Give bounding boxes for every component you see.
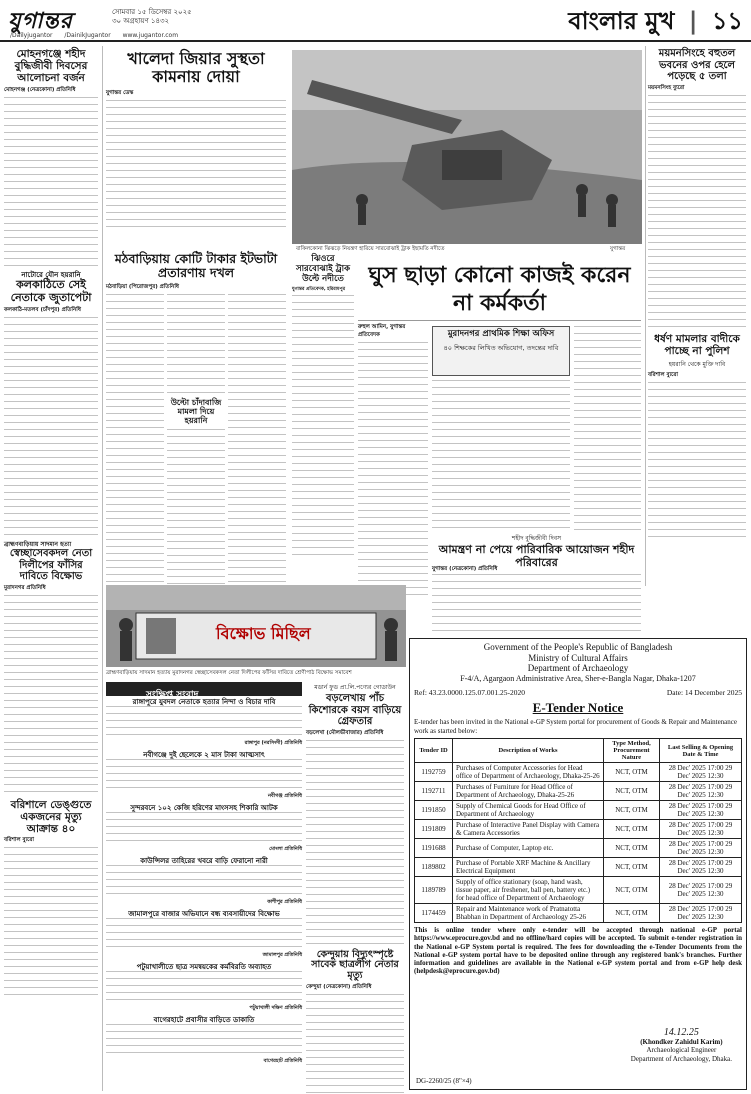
brief-byline: জামালপুর প্রতিনিধি [262, 952, 302, 959]
photo-caption: বাকিলকোনা ঝিঝড়ে নিয়ন্ত্রণ হারিয়ে সারবোঝাই ট্রাক ইছামতি নদীতে [296, 246, 445, 252]
box-subtitle: ৪০ শিক্ষকের লিখিত অভিযোগ, তদন্তের দাবি [443, 343, 559, 352]
brief-headline[interactable]: কাউন্সিলর তাহিরের খবরে বাড়ি ফেরানো নারী [140, 857, 268, 866]
brief-byline: মোংলা প্রতিনিধি [269, 846, 302, 853]
brief-body [106, 759, 302, 793]
brief-body [106, 1024, 302, 1058]
facebook-handle[interactable]: /Dailyjugantor [10, 32, 53, 39]
main-story [106, 50, 286, 228]
story-headline[interactable]: বরিশালে ডেঙ্গুতে একজনের মৃত্যু আক্রান্ত ৪০ [10, 798, 92, 836]
story-body [306, 994, 404, 1094]
website-link[interactable]: www.jugantor.com [122, 32, 179, 39]
table-cell-id: 1192711 [415, 782, 453, 801]
table-header-cell: Type Method, Procurement Nature [604, 739, 660, 763]
table-cell-type: NCT, OTM [604, 801, 660, 820]
story-headline[interactable]: মঠবাড়িয়ায় কোটি টাকার ইটভাটা প্রতারণায় দখল [114, 251, 278, 281]
notice-date: Date: 14 December 2025 [666, 688, 742, 697]
brief-byline: রাঙ্গাপুর (নরসিংদী) প্রতিনিধি [244, 740, 302, 747]
brief-item [106, 751, 302, 801]
story-kicker: শহীদ বুদ্ধিজীবী দিবস [511, 535, 562, 542]
brief-headline[interactable]: সুন্দরবনে ১০২ কেজি হরিণের মাংসসহ শিকারি আটক [130, 804, 278, 813]
table-cell-dates: 28 Dec' 2025 17:00 29 Dec' 2025 12:30 [660, 801, 742, 820]
table-cell-type: NCT, OTM [604, 782, 660, 801]
highlight-box [432, 326, 570, 376]
brief-body [106, 812, 302, 846]
story-truck [292, 255, 354, 555]
story-body [4, 847, 98, 997]
dg-number: DG-2260/25 (8"×4) [416, 1077, 472, 1085]
signature-date: 14.12.25 [663, 1027, 699, 1038]
brief-item [106, 963, 302, 1013]
table-cell-desc: Purchases of Computer Accessories for Head office of Department of Archaeology, Dhaka-25-26 [453, 763, 604, 782]
news-photo-truck-in-river[interactable] [292, 50, 642, 244]
story-body [292, 295, 354, 555]
story-body [106, 100, 286, 228]
table-cell-desc: Supply of Chemical Goods for Head Office of Department of Archaeology [453, 801, 604, 820]
table-cell-desc: Purchase of Computer, Laptop etc. [453, 839, 604, 858]
notice-intro: E-tender has been invited in the National e-GP System portal for procurement of Goods & Repair and Maintenance work as started below: [414, 718, 738, 735]
brief-headline[interactable]: পটুয়াখালীতে ছাত্র সমন্বয়কের কর্মবিরতি অব্যাহত [136, 963, 272, 972]
table-cell-desc: Purchase of Portable XRF Machine & Ancillary Electrical Equipment [453, 858, 604, 877]
table-row [415, 820, 742, 839]
brief-byline: নবীগঞ্জ প্রতিনিধি [267, 793, 302, 800]
dept-line: Department of Archaeology [527, 663, 629, 673]
story-headline[interactable]: কলকাঠিতে সেই নেতাকে জুতাপেটা [10, 278, 92, 304]
story-body [432, 380, 570, 530]
story-body [432, 574, 641, 632]
brief-headline[interactable]: জামালপুরে বাজার অভিযানে বন্ধ ব্যবসায়ীদের বিক্ষোভ [128, 910, 280, 919]
table-cell-dates: 28 Dec' 2025 17:00 29 Dec' 2025 12:30 [660, 782, 742, 801]
photo-caption: ব্রাহ্মণবাড়িয়ায় সাদমান হত্যায় মুরাদনগর স্বেচ্ছাসেবকদল নেতা দিলীপের ফাঁসির দাবিতে শ্রেণীপাঠ বিক্ষোভ সমাবেশ [106, 670, 352, 676]
story-byline: বরিশাল ব্যুরো [648, 371, 679, 378]
signer-name: (Khondker Zahidul Karim) [640, 1037, 723, 1046]
table-cell-id: 1191809 [415, 820, 453, 839]
brief-item [106, 804, 302, 854]
table-cell-id: 1191688 [415, 839, 453, 858]
table-cell-type: NCT, OTM [604, 820, 660, 839]
social-links [10, 32, 188, 39]
table-cell-desc: Purchases of Furniture for Head Office of Department of Archaeology, Dhaka-25-26 [453, 782, 604, 801]
story-body [648, 95, 746, 327]
box-title: মুরাদনগর প্রাথমিক শিক্ষা অফিস [447, 329, 555, 339]
story-headline[interactable]: মোহনগঞ্জে শহীদ বুদ্ধিজীবী দিবসের আলোচনা বর্জন [14, 48, 88, 85]
lead-story-col1 [358, 324, 428, 600]
story-body [306, 740, 404, 946]
banner-text: বিক্ষোভ মিছিল [216, 624, 311, 643]
story-kicker: হয়রানি থেকে মুক্তি দাবি [668, 360, 726, 368]
story-headline[interactable]: ঝিওরে সারবোঝাই ট্রাক উল্টে নদীতে [295, 254, 351, 284]
brief-item [106, 857, 302, 907]
story-body [106, 294, 164, 594]
story-body [574, 326, 641, 530]
ministry-line: Ministry of Cultural Affairs [528, 652, 628, 663]
brief-body [106, 706, 302, 740]
brief-byline: বাগেরহাট প্রতিনিধি [263, 1058, 302, 1065]
table-header-cell: Tender ID [415, 739, 453, 763]
table-cell-id: 1192759 [415, 763, 453, 782]
column-rule [645, 46, 646, 586]
story-body [358, 342, 428, 600]
newspaper-logo: যুগান্তর [8, 9, 73, 34]
notice-title: E-Tender Notice [532, 700, 624, 715]
dateline [112, 8, 192, 26]
section-name: বাংলার মুখ [568, 7, 675, 35]
news-photo-protest[interactable] [106, 585, 406, 667]
page-number: ১১ [711, 7, 743, 35]
inset-headline[interactable]: উল্টো চাঁদাবাজি মামলা দিয়ে হয়রানি [170, 397, 222, 426]
story-kicker: নাটোরে যৌন হয়রানি [21, 271, 81, 280]
lead-story [358, 262, 641, 317]
table-cell-dates: 28 Dec' 2025 17:00 29 Dec' 2025 12:30 [660, 820, 742, 839]
story-body [4, 595, 98, 795]
photo-credit: যুগান্তর [610, 246, 626, 252]
table-row [415, 801, 742, 820]
story-headline[interactable]: খালেদা জিয়ার সুস্থতা কামনায় দোয়া [127, 49, 265, 87]
brief-item [106, 698, 302, 748]
brief-byline: পটুয়াখালী দক্ষিণ প্রতিনিধি [249, 1005, 302, 1012]
briefs-title: সংক্ষিপ্ত সংবাদ [146, 690, 199, 700]
table-row [415, 904, 742, 923]
story-body [648, 382, 746, 542]
brief-headline[interactable]: রাঙ্গাপুরে যুবদল নেতাকে হত্যার নিন্দা ও বিচার দাবি [132, 698, 276, 706]
brief-byline: কাশীপুর প্রতিনিধি [267, 899, 302, 906]
section-header: বাংলার মুখ | ১১ [568, 7, 743, 35]
story-byline: যুগান্তর ডেস্ক [106, 89, 134, 96]
story-body [228, 294, 286, 594]
left-column [4, 48, 98, 997]
tender-table [414, 738, 742, 923]
sub-story [432, 533, 641, 569]
table-cell-id: 1191850 [415, 801, 453, 820]
twitter-handle[interactable]: /DainikJugantor [64, 32, 111, 39]
story-kicker: ব্রাহ্মণবাড়িয়ায় সাদমান হত্যা [4, 540, 72, 548]
table-row [415, 763, 742, 782]
story-headline[interactable]: ময়মনসিংহে বহুতল ভবনের ওপর হেলে পড়েছে ৫ তলা [658, 48, 736, 82]
story-body [167, 429, 225, 593]
story-byline: কেন্দুয়া (নেত্রকোনা) প্রতিনিধি [306, 984, 372, 991]
table-cell-dates: 28 Dec' 2025 17:00 29 Dec' 2025 12:30 [660, 839, 742, 858]
table-row [415, 858, 742, 877]
story-kicker: মডার্ন ফুড প্রা.লি.পণ্যের গোডাউন [314, 684, 396, 691]
story-byline: যুগান্তর (নেত্রকোনা) প্রতিনিধি [432, 566, 498, 572]
story-headline[interactable]: বড়লেখায় পাঁচ কিশোরকে বয়স বাড়িয়ে গ্রেফতার [308, 693, 402, 727]
brief-item [106, 910, 302, 960]
story-mathbaria [106, 252, 286, 594]
brief-headline[interactable]: নবীগঞ্জে দুই ছেলেকে ২ মাস টাকা আত্মসাৎ [143, 751, 265, 760]
gov-line: Government of the People's Republic of Bangladesh [483, 642, 673, 652]
story-byline: মুরাদনগর প্রতিনিধি [4, 584, 46, 591]
story-byline: বড়লেখা (মৌলভীবাজার) প্রতিনিধি [306, 729, 384, 736]
story-body [167, 294, 225, 394]
table-cell-dates: 28 Dec' 2025 17:00 29 Dec' 2025 12:30 [660, 763, 742, 782]
photo-illustration [292, 50, 642, 244]
story-body [4, 317, 98, 539]
story-byline: মঠবাড়িয়া (পিরোজপুর) প্রতিনিধি [106, 283, 179, 290]
story-headline[interactable]: আমন্ত্রণ না পেয়ে পারিবারিক আয়োজন শহীদ পরিবারের [438, 543, 635, 569]
table-cell-id: 1189802 [415, 858, 453, 877]
table-cell-dates: 28 Dec' 2025 17:00 29 Dec' 2025 12:30 [660, 904, 742, 923]
story-headline[interactable]: ঘুস ছাড়া কোনো কাজই করেন না কর্মকর্তা [368, 263, 631, 316]
table-cell-id: 1174459 [415, 904, 453, 923]
story-headline[interactable]: কেন্দুয়ায় বিদ্যুৎস্পৃষ্টে সাবেক ছাত্রলীগ নেতার মৃত্যু [311, 948, 399, 982]
brief-item [106, 1016, 302, 1066]
story-byline: মোহনগঞ্জ (নেত্রকোনা) প্রতিনিধি [4, 87, 76, 94]
story-byline: বরিশাল ব্যুরো [4, 837, 35, 844]
col4 [306, 682, 404, 1094]
story-headline[interactable]: ধর্ষণ মামলার বাদীকে পাচ্ছে না পুলিশ [654, 332, 740, 357]
brief-body [106, 918, 302, 952]
story-body [4, 97, 98, 267]
brief-body [106, 971, 302, 1005]
table-cell-desc: Purchase of Interactive Panel Display with Camera & Camera Accessories [453, 820, 604, 839]
notice-footer: This is online tender where only e-tender will be accepted through national e-GP portal https://www.eprocure.gov.bd and no offline/hard copies will be accepted. To submit e-tender registration in the National e-GP System portal is required. The fees for downloading the e-Tender Documents from the National e-GP system portal have to be deposited online through any registered bank's branches. Further information and guidelines are available in the National e-GP system portal and from e-GP help desk (helpdesk@eprocure.gov.bd) [414, 926, 742, 976]
table-header-cell: Last Selling & Opening Date & Time [660, 739, 742, 763]
table-row [415, 782, 742, 801]
story-byline: রুহুল আমিন, যুগান্তর প্রতিবেদক [358, 324, 406, 338]
brief-body [106, 865, 302, 899]
column-rule [102, 46, 103, 1091]
table-cell-id: 1189789 [415, 877, 453, 904]
table-cell-type: NCT, OTM [604, 839, 660, 858]
story-byline: ময়মনসিংহ ব্যুরো [648, 84, 685, 91]
right-column [648, 48, 746, 542]
masthead [0, 0, 751, 42]
briefs-header [106, 682, 302, 700]
table-cell-type: NCT, OTM [604, 858, 660, 877]
date-bangla: ৩০ অগ্রহায়ণ ১৪৩২ [112, 17, 170, 25]
table-row [415, 839, 742, 858]
table-cell-type: NCT, OTM [604, 904, 660, 923]
ref-number: Ref: 43.23.0000.125.07.001.25-2020 [414, 688, 526, 697]
address-line: F-4/A, Agargaon Administrative Area, Sher-e-Bangla Nagar, Dhaka-1207 [460, 673, 696, 683]
table-cell-dates: 28 Dec' 2025 17:00 29 Dec' 2025 12:30 [660, 877, 742, 904]
rule [358, 320, 641, 321]
table-cell-desc: Repair and Maintenance work of Pratnatotta Bhabhan in Department of Archaeology 25-26 [453, 904, 604, 923]
table-cell-dates: 28 Dec' 2025 17:00 29 Dec' 2025 12:30 [660, 858, 742, 877]
tender-notice [409, 638, 747, 1090]
table-row [415, 877, 742, 904]
briefs-list [106, 698, 302, 1069]
brief-headline[interactable]: বাগেরহাটে প্রবাসীর বাড়িতে ডাকাতি [153, 1016, 255, 1025]
story-byline: যুগান্তর প্রতিবেদক, হরিরামপুর [292, 287, 346, 293]
table-cell-type: NCT, OTM [604, 877, 660, 904]
signer-dept: Department of Archaeology, Dhaka. [630, 1054, 732, 1063]
table-cell-type: NCT, OTM [604, 763, 660, 782]
table-header-cell: Description of Works [453, 739, 604, 763]
table-cell-desc: Supply of office stationary (soap, hand wash, tissue paper, air freshener, ball pen, battery etc.) for head office of Department of Archaeology [453, 877, 604, 904]
signer-title: Archaeological Engineer [646, 1046, 717, 1054]
story-headline[interactable]: স্বেচ্ছাসেবকদল নেতা দিলীপের ফাঁসির দাবিতে বিক্ষোভ [9, 548, 93, 583]
story-byline: কলকাঠি-মতলব (চাঁদপুর) প্রতিনিধি [4, 306, 81, 313]
date-gregorian: সোমবার ১৫ ডিসেম্বর ২০২৫ [112, 8, 192, 16]
